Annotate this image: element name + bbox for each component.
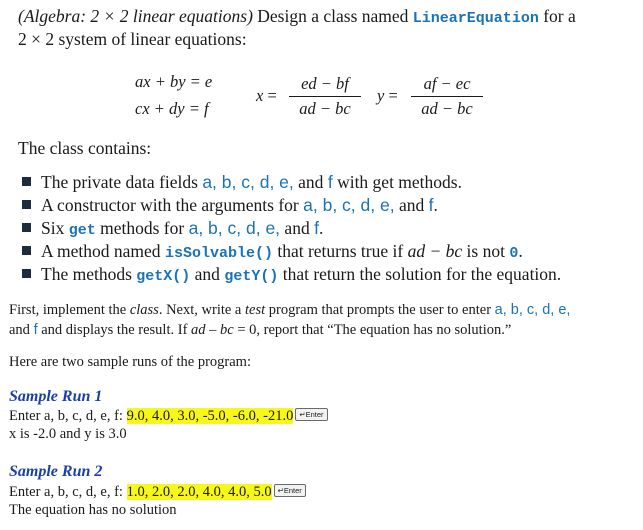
getx-method: getX() xyxy=(136,268,191,285)
text: A constructor with the arguments for xyxy=(41,195,304,215)
sample-run-2-input-line xyxy=(9,484,306,501)
bullet-item-issolvable xyxy=(22,241,523,262)
sample-run-1-output: x is -2.0 and y is 3.0 xyxy=(9,426,127,442)
text: with get methods. xyxy=(332,172,462,192)
text: . xyxy=(318,218,324,238)
sample-run-2-title: Sample Run 2 xyxy=(9,463,103,480)
text: is not xyxy=(462,241,510,261)
text: Six xyxy=(41,218,69,238)
problem-title xyxy=(18,6,576,27)
instructions-line2 xyxy=(9,322,511,339)
zero-literal: 0 xyxy=(509,245,519,262)
bullet-square-icon xyxy=(22,246,31,255)
issolvable-method: isSolvable() xyxy=(164,245,273,262)
equation-1: ax + by = e xyxy=(135,72,213,91)
title-line2: 2 × 2 system of linear equations: xyxy=(18,29,247,49)
y-denominator: ad − bc xyxy=(421,99,473,118)
text: . Next, write a xyxy=(158,302,245,318)
bullet-square-icon xyxy=(22,177,31,186)
y-label: y = xyxy=(377,86,398,105)
text: and xyxy=(9,322,34,338)
sample-run-1-input-line xyxy=(9,408,328,425)
run-prompt: Enter a, b, c, d, e, f: xyxy=(9,408,127,424)
text: and xyxy=(293,172,328,192)
text: program that prompts the user to enter xyxy=(265,302,495,318)
run-prompt: Enter a, b, c, d, e, f: xyxy=(9,484,127,500)
sample-run-2-output: The equation has no solution xyxy=(9,502,177,518)
bullet-square-icon xyxy=(22,223,31,232)
run-input: 1.0, 2.0, 2.0, 4.0, 4.0, 5.0 xyxy=(126,484,272,500)
title-lead: Design a class named xyxy=(252,6,413,26)
text: methods for xyxy=(95,218,189,238)
instructions-line1 xyxy=(9,302,570,319)
y-fraction-bar xyxy=(411,96,483,97)
y-numerator: af − ec xyxy=(423,74,471,93)
x-numerator: ed − bf xyxy=(301,74,349,93)
run-input: 9.0, 4.0, 3.0, -5.0, -6.0, -21.0 xyxy=(126,408,294,424)
bullet-square-icon xyxy=(22,269,31,278)
x-denominator: ad − bc xyxy=(299,99,351,118)
x-fraction xyxy=(289,73,361,120)
text: and xyxy=(394,195,429,215)
text: that return the solution for the equation. xyxy=(278,264,562,284)
x-label: x = xyxy=(256,86,277,105)
sample-runs-intro: Here are two sample runs of the program: xyxy=(9,354,251,370)
text: = 0, report that “The equation has no solution.” xyxy=(233,322,512,338)
field-vars: a, b, c, d, e, xyxy=(202,172,294,192)
class-name: LinearEquation xyxy=(412,10,539,27)
bullet-item-getters xyxy=(22,218,323,239)
field-f: f xyxy=(314,218,319,238)
text: The private data fields xyxy=(41,172,203,192)
text: . xyxy=(433,195,438,215)
field-vars: a, b, c, d, e, xyxy=(494,302,571,318)
title-tail: for a xyxy=(538,6,576,26)
text: and xyxy=(280,218,315,238)
equation-2: cx + dy = f xyxy=(135,99,209,118)
y-fraction xyxy=(411,73,483,120)
field-f: f xyxy=(327,172,333,192)
contains-heading: The class contains: xyxy=(18,138,152,158)
text: and xyxy=(190,264,225,284)
bullet-item-solution-methods xyxy=(22,264,561,285)
determinant-expr: ad – bc xyxy=(191,322,234,338)
enter-key-icon: ↵Enter xyxy=(274,484,306,497)
bullet-item-fields xyxy=(22,172,462,193)
text: First, implement the xyxy=(9,302,130,318)
field-f: f xyxy=(33,322,38,338)
text: and displays the result. If xyxy=(37,322,192,338)
text: A method named xyxy=(41,241,165,261)
gety-method: getY() xyxy=(224,268,279,285)
get-keyword: get xyxy=(68,222,96,239)
text: . xyxy=(518,241,523,261)
determinant-expr: ad − bc xyxy=(407,241,463,261)
enter-key-icon: ↵Enter xyxy=(295,408,327,421)
problem-topic: (Algebra: 2 × 2 linear equations) xyxy=(18,6,253,26)
text: that returns true if xyxy=(272,241,408,261)
text-test: test xyxy=(245,302,266,318)
text: The methods xyxy=(41,264,137,284)
text-class: class xyxy=(129,302,159,318)
bullet-square-icon xyxy=(22,200,31,209)
field-f: f xyxy=(428,195,434,215)
field-vars: a, b, c, d, e, xyxy=(188,218,281,238)
x-fraction-bar xyxy=(289,96,361,97)
bullet-item-constructor xyxy=(22,195,438,216)
sample-run-1-title: Sample Run 1 xyxy=(9,388,103,405)
field-vars: a, b, c, d, e, xyxy=(303,195,395,215)
